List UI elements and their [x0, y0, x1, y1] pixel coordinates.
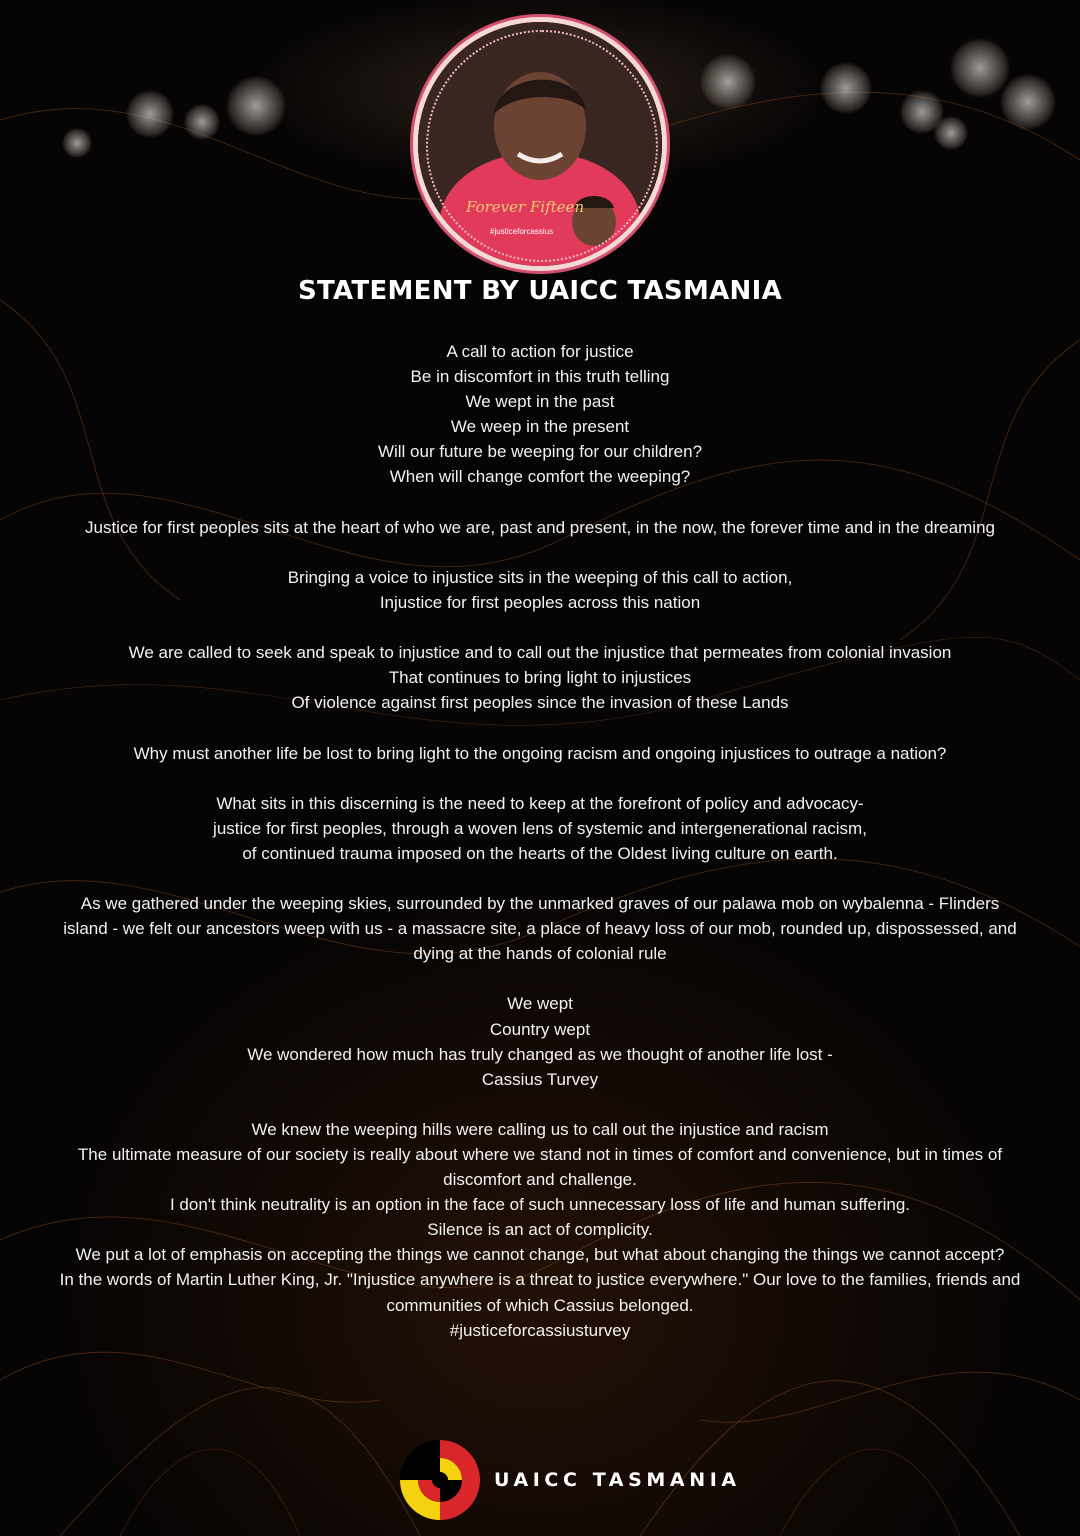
statement-paragraph: [58, 1117, 1022, 1343]
statement-line: Of violence against first peoples since the invasion of these Lands: [291, 693, 789, 713]
bokeh-light: [126, 90, 174, 138]
statement-paragraph: [58, 339, 1022, 490]
statement-line: of continued trauma imposed on the hearts of the Oldest living culture on earth.: [242, 843, 838, 863]
statement-line: Will our future be weeping for our children?: [377, 442, 703, 462]
statement-line: We wept: [507, 994, 573, 1014]
statement-line: We weep in the present: [450, 417, 630, 437]
statement-line: The ultimate measure of our society is really about where we stand not in times of comfort and convenience, but in times of discomfort and challenge.: [77, 1145, 1003, 1190]
bokeh-light: [950, 38, 1010, 98]
bokeh-light: [1000, 74, 1056, 130]
statement-line: We wept in the past: [465, 392, 615, 412]
statement-line: We knew the weeping hills were calling us to call out the injustice and racism: [251, 1119, 829, 1139]
statement-line: Silence is an act of complicity.: [427, 1220, 653, 1240]
statement-line: justice for first peoples, through a woven lens of systemic and intergenerational racism,: [213, 818, 867, 838]
bokeh-light: [700, 54, 756, 110]
statement-line: That continues to bring light to injustices: [388, 668, 692, 688]
statement-line: As we gathered under the weeping skies, surrounded by the unmarked graves of our palawa mob on wybalenna - Flinders island - we felt our ancestors weep with us - a massacre site, a place of heavy loss of our mob, rounded up, dispossessed, and dying at the hands of colonial rule: [63, 894, 1017, 964]
bokeh-light: [820, 62, 872, 114]
bokeh-light: [226, 76, 286, 136]
statement-paragraph: [58, 565, 1022, 615]
statement-line: I don't think neutrality is an option in the face of such unnecessary loss of life and human suffering.: [169, 1195, 911, 1215]
statement-paragraph: [58, 515, 1022, 540]
uaicc-logo-icon: [398, 1438, 482, 1522]
statement-paragraph: [58, 640, 1022, 715]
statement-line: We are called to seek and speak to injustice and to call out the injustice that permeates from colonial invasion: [128, 643, 952, 663]
forever-fifteen-text: Forever Fifteen: [466, 198, 585, 216]
statement-line: In the words of Martin Luther King, Jr. "Injustice anywhere is a threat to justice everywhere." Our love to the families, friends and communities of which Cassius belonged.: [59, 1270, 1021, 1315]
statement-line: Why must another life be lost to bring light to the ongoing racism and ongoing injustices to outrage a nation?: [133, 743, 947, 763]
statement-line: Justice for first peoples sits at the heart of who we are, past and present, in the now, the forever time and in the dreaming: [85, 517, 995, 537]
statement-line: When will change comfort the weeping?: [389, 467, 691, 487]
bokeh-light: [184, 104, 220, 140]
footer-brand: [398, 1438, 741, 1522]
statement-line: Injustice for first peoples across this nation: [379, 592, 701, 612]
bokeh-light: [62, 128, 92, 158]
statement-paragraph: [58, 791, 1022, 866]
statement-line: #justiceforcassiusturvey: [449, 1320, 631, 1340]
bokeh-light: [934, 116, 968, 150]
statement-line: Be in discomfort in this truth telling: [410, 367, 670, 387]
footer-brand-text: UAICC TASMANIA: [494, 1469, 741, 1491]
statement-title: STATEMENT BY UAICC TASMANIA: [297, 276, 783, 306]
badge-hashtag: #justiceforcassius: [490, 227, 554, 236]
statement-line: Country wept: [489, 1019, 591, 1039]
statement-paragraph: [58, 891, 1022, 966]
statement-line: We put a lot of emphasis on accepting the things we cannot change, but what about changing the things we cannot accept?: [75, 1245, 1005, 1265]
statement-line: We wondered how much has truly changed as we thought of another life lost -: [247, 1044, 833, 1064]
statement-paragraph: [58, 741, 1022, 766]
statement-body: [58, 339, 1022, 1343]
statement-line: Cassius Turvey: [481, 1069, 599, 1089]
statement-line: What sits in this discerning is the need to keep at the forefront of policy and advocacy-: [216, 793, 864, 813]
statement-line: Bringing a voice to injustice sits in the weeping of this call to action,: [287, 567, 793, 587]
statement-paragraph: [58, 991, 1022, 1091]
statement-line: A call to action for justice: [446, 342, 634, 361]
